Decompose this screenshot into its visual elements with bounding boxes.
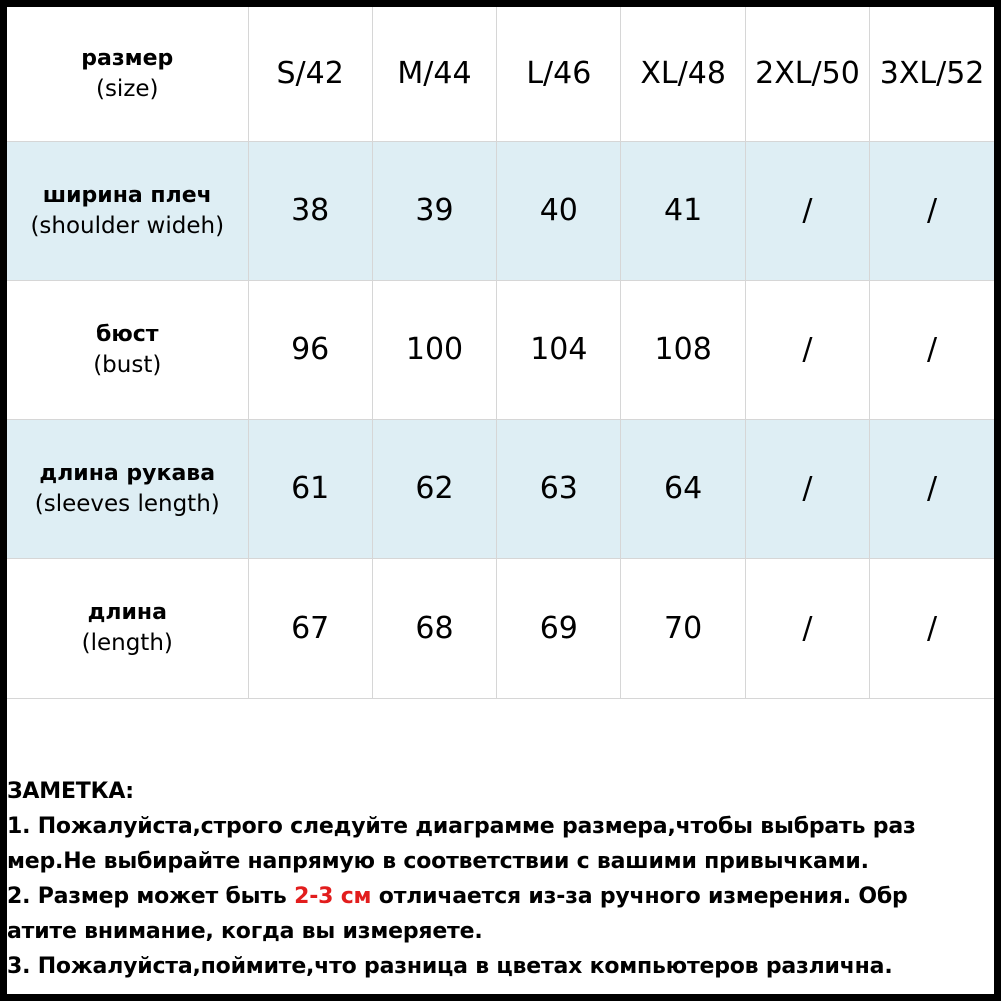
table-header-row — [7, 7, 994, 141]
size-header-cell: XL/48 — [621, 7, 745, 141]
row-label-ru: длина рукава — [39, 460, 216, 486]
table-row-length — [7, 558, 994, 698]
header-label-cell — [7, 7, 248, 141]
notes-section — [7, 774, 994, 984]
note-2-text-pre: 2. Размер может быть — [7, 884, 295, 909]
table-cell: 41 — [621, 141, 745, 280]
table-cell: 100 — [372, 280, 496, 419]
table-cell: 96 — [248, 280, 372, 419]
notes-title: ЗАМЕТКА: — [7, 779, 134, 804]
header-label-en: (size) — [95, 75, 159, 102]
table-cell: / — [870, 419, 994, 558]
table-cell: 63 — [497, 419, 621, 558]
table-row-bust — [7, 280, 994, 419]
size-table — [7, 7, 994, 699]
table-cell: 62 — [372, 419, 496, 558]
row-label-en: (bust) — [93, 351, 162, 378]
note-2-line-2: атите внимание, когда вы измеряете. — [7, 919, 483, 944]
row-label-cell — [7, 558, 248, 698]
row-label-ru: длина — [87, 600, 167, 625]
row-label-ru: бюст — [95, 321, 159, 347]
note-2-highlight: 2-3 см — [294, 884, 372, 909]
size-header-cell: M/44 — [372, 7, 496, 141]
table-cell: 108 — [621, 280, 745, 419]
row-label-en: (length) — [81, 630, 173, 656]
table-cell: 68 — [372, 558, 496, 698]
table-cell: / — [745, 280, 869, 419]
note-1-line-1: 1. Пожалуйста,строго следуйте диаграмме размера,чтобы выбрать раз — [7, 814, 916, 839]
note-1-line-2: мер.Не выбирайте напрямую в соответствии с вашими привычками. — [7, 849, 869, 874]
row-label-ru: ширина плеч — [42, 182, 212, 208]
table-cell: / — [870, 141, 994, 280]
size-header-cell: 2XL/50 — [745, 7, 869, 141]
table-cell: 39 — [372, 141, 496, 280]
row-label-cell — [7, 141, 248, 280]
note-2-line-1 — [7, 879, 994, 914]
row-label-en: (shoulder wideh) — [30, 212, 225, 239]
note-2-text-post: отличается из-за ручного измерения. Обр — [371, 884, 908, 909]
table-cell: 61 — [248, 419, 372, 558]
size-header-cell: 3XL/52 — [870, 7, 994, 141]
table-cell: / — [745, 419, 869, 558]
row-label-en: (sleeves length) — [34, 490, 220, 517]
table-row-shoulder — [7, 141, 994, 280]
table-cell: / — [745, 141, 869, 280]
row-label-cell — [7, 419, 248, 558]
table-cell: 69 — [497, 558, 621, 698]
table-cell: 40 — [497, 141, 621, 280]
table-cell: 38 — [248, 141, 372, 280]
header-label-ru: размер — [81, 45, 174, 71]
table-cell: 70 — [621, 558, 745, 698]
note-3-line-1: 3. Пожалуйста,поймите,что разница в цветах компьютеров различна. — [7, 954, 893, 979]
table-cell: 67 — [248, 558, 372, 698]
table-cell: / — [870, 558, 994, 698]
size-header-cell: L/46 — [497, 7, 621, 141]
table-cell: / — [745, 558, 869, 698]
row-label-cell — [7, 280, 248, 419]
table-row-sleeves — [7, 419, 994, 558]
table-cell: / — [870, 280, 994, 419]
table-cell: 64 — [621, 419, 745, 558]
table-cell: 104 — [497, 280, 621, 419]
size-header-cell: S/42 — [248, 7, 372, 141]
